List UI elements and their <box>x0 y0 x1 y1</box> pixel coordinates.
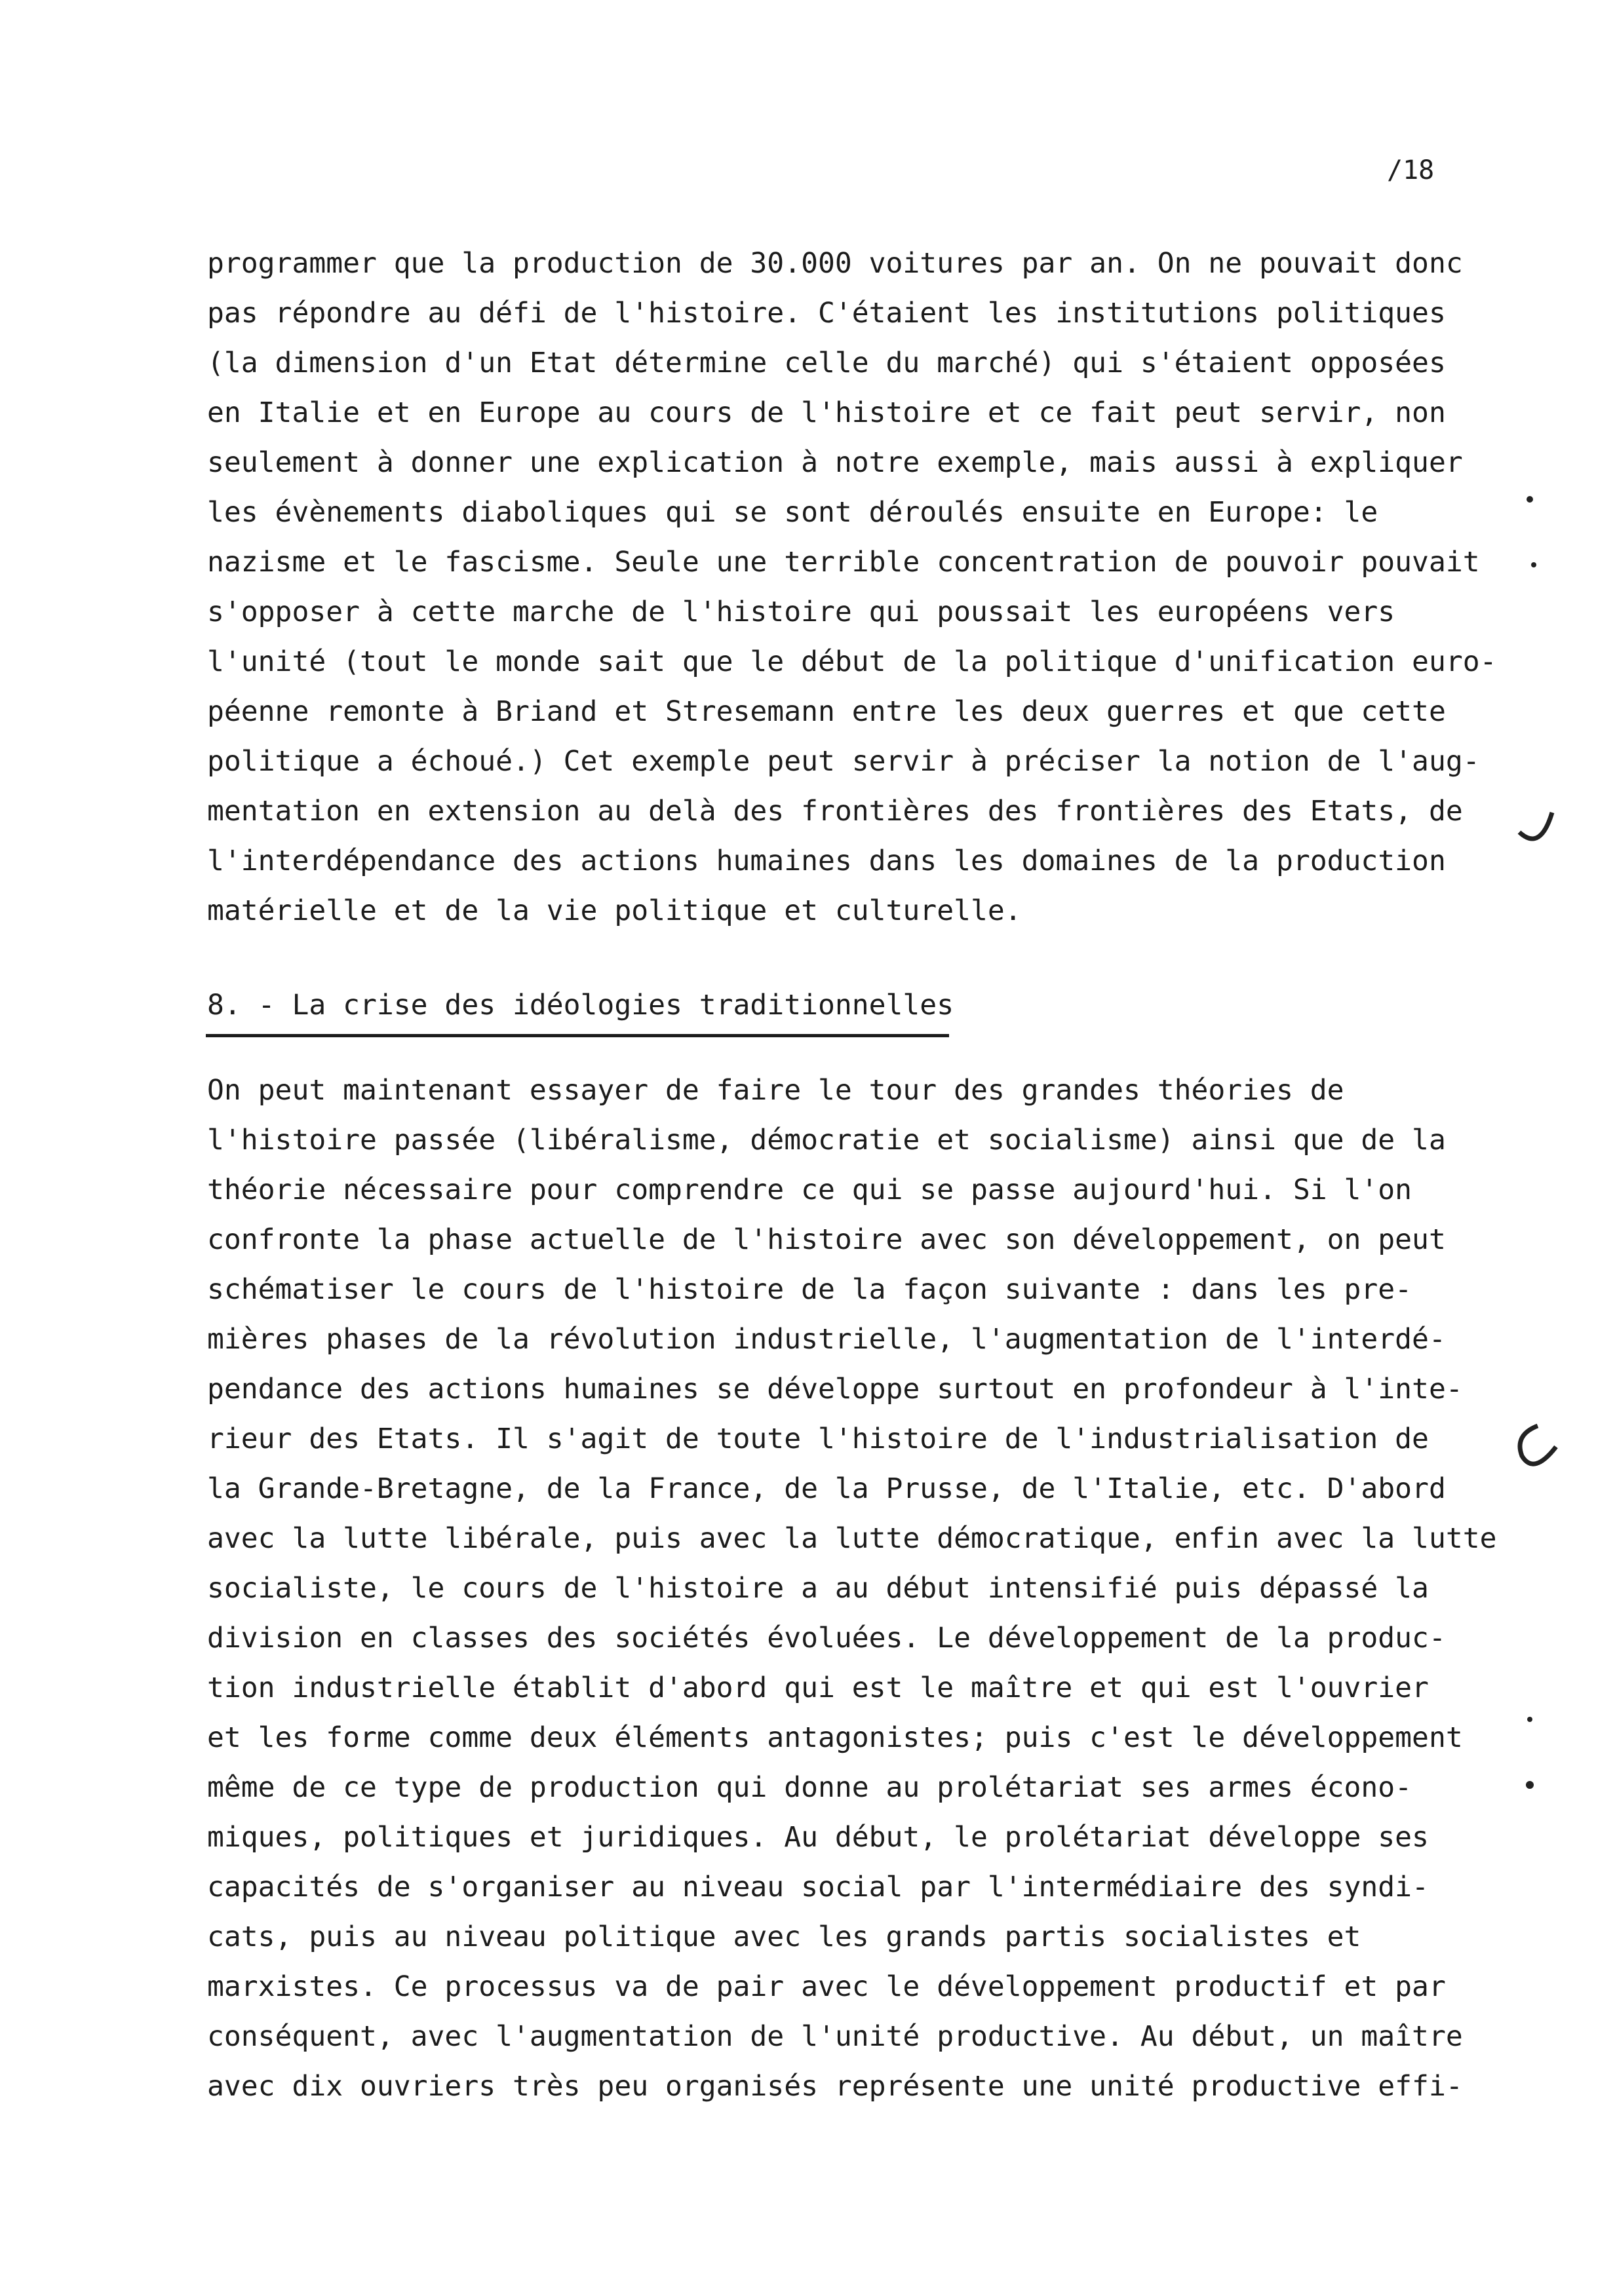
text-line: mières phases de la révolution industrielle, l'augmentation de l'interdé- <box>207 1323 1446 1356</box>
text-line: même de ce type de production qui donne au prolétariat ses armes écono- <box>207 1771 1412 1804</box>
text-line: conséquent, avec l'augmentation de l'unité productive. Au début, un maître <box>207 2020 1463 2053</box>
scan-arc <box>1520 1426 1556 1464</box>
text-line: politique a échoué.) Cet exemple peut servir à préciser la notion de l'aug- <box>207 745 1480 778</box>
text-line: (la dimension d'un Etat détermine celle du marché) qui s'étaient opposées <box>207 347 1446 379</box>
text-line: théorie nécessaire pour comprendre ce qui se passe aujourd'hui. Si l'on <box>207 1174 1412 1206</box>
text-line: seulement à donner une explication à notre exemple, mais aussi à expliquer <box>207 446 1463 479</box>
page-number: /18 <box>1387 155 1435 185</box>
paragraph-1 <box>207 239 1497 936</box>
text-line: l'histoire passée (libéralisme, démocratie et socialisme) ainsi que de la <box>207 1124 1446 1157</box>
scan-dot <box>1526 1781 1534 1789</box>
text-line: les évènements diaboliques qui se sont déroulés ensuite en Europe: le <box>207 496 1378 529</box>
text-line: tion industrielle établit d'abord qui est le maître et qui est l'ouvrier <box>207 1672 1429 1704</box>
text-line: On peut maintenant essayer de faire le tour des grandes théories de <box>207 1074 1344 1107</box>
text-line: programmer que la production de 30.000 voitures par an. On ne pouvait donc <box>207 247 1463 280</box>
text-line: l'interdépendance des actions humaines dans les domaines de la production <box>207 845 1446 877</box>
text-line: marxistes. Ce processus va de pair avec le développement productif et par <box>207 1970 1446 2003</box>
text-line: matérielle et de la vie politique et culturelle. <box>207 894 1022 927</box>
section-heading: 8. - La crise des idéologies traditionnelles <box>207 989 954 1022</box>
text-line: mentation en extension au delà des frontières des frontières des Etats, de <box>207 795 1463 828</box>
text-line: miques, politiques et juridiques. Au début, le prolétariat développe ses <box>207 1821 1429 1854</box>
text-line: avec dix ouvriers très peu organisés représente une unité productive effi- <box>207 2070 1463 2103</box>
text-line: l'unité (tout le monde sait que le début de la politique d'unification euro- <box>207 645 1497 678</box>
heading-underline <box>206 1034 949 1037</box>
text-line: division en classes des sociétés évoluées. Le développement de la produc- <box>207 1622 1446 1655</box>
text-line: péenne remonte à Briand et Stresemann entre les deux guerres et que cette <box>207 695 1446 728</box>
scan-dot <box>1527 496 1533 503</box>
text-line: capacités de s'organiser au niveau social par l'intermédiaire des syndi- <box>207 1871 1429 1904</box>
paragraph-2 <box>207 1065 1497 2111</box>
text-line: la Grande-Bretagne, de la France, de la Prusse, de l'Italie, etc. D'abord <box>207 1472 1446 1505</box>
text-line: cats, puis au niveau politique avec les grands partis socialistes et <box>207 1921 1361 1953</box>
scan-arc <box>1519 813 1552 839</box>
text-line: confronte la phase actuelle de l'histoire avec son développement, on peut <box>207 1223 1446 1256</box>
text-line: en Italie et en Europe au cours de l'histoire et ce fait peut servir, non <box>207 396 1446 429</box>
text-line: pas répondre au défi de l'histoire. C'étaient les institutions politiques <box>207 297 1446 330</box>
scan-dot <box>1531 562 1536 567</box>
text-line: nazisme et le fascisme. Seule une terrible concentration de pouvoir pouvait <box>207 546 1480 579</box>
text-line: rieur des Etats. Il s'agit de toute l'histoire de l'industrialisation de <box>207 1423 1429 1455</box>
text-line: pendance des actions humaines se développe surtout en profondeur à l'inte- <box>207 1373 1463 1406</box>
text-line: avec la lutte libérale, puis avec la lutte démocratique, enfin avec la lutte <box>207 1522 1497 1555</box>
scan-dot <box>1527 1717 1532 1722</box>
text-line: schématiser le cours de l'histoire de la façon suivante : dans les pre- <box>207 1273 1412 1306</box>
text-line: et les forme comme deux éléments antagonistes; puis c'est le développement <box>207 1721 1463 1754</box>
text-line: s'opposer à cette marche de l'histoire qui poussait les européens vers <box>207 596 1395 628</box>
text-line: socialiste, le cours de l'histoire a au début intensifié puis dépassé la <box>207 1572 1429 1605</box>
